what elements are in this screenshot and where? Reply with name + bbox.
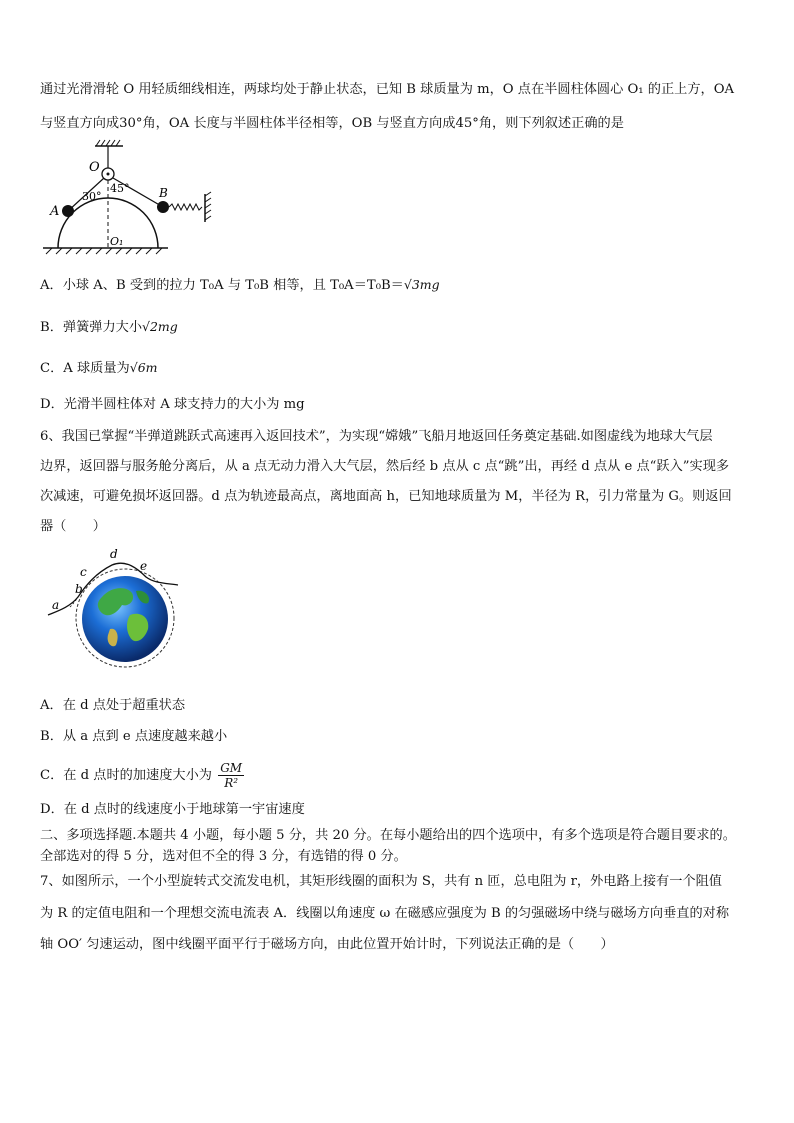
q5-label-o1: O₁ xyxy=(110,235,124,248)
q6-label-a: a xyxy=(52,598,60,612)
q5-option-c: C．A 球质量为√6m xyxy=(40,360,158,376)
q5-option-a: A．小球 A、B 受到的拉力 T₀A 与 T₀B 相等，且 T₀A＝T₀B＝√3mg xyxy=(40,277,440,293)
q5-angle-45: 45° xyxy=(110,182,130,195)
q6-text-line-1: 6、我国已掌握“半弹道跳跃式高速再入返回技术”，为实现“嫦娥”飞船月地返回任务奠定基础.如图虚线为地球大气层 xyxy=(40,429,713,444)
q6-option-b: B．从 a 点到 e 点速度越来越小 xyxy=(40,729,228,744)
q6-option-c-fraction: $\frac{GM}{\text{R²}}$ xyxy=(220,761,243,790)
q7-text-line-3: 轴 OO′ 匀速运动，图中线圈平面平行于磁场方向，由此位置开始计时，下列说法正确的是（ ） xyxy=(40,937,614,952)
section2-line-1: 二、多项选择题.本题共 4 小题，每小题 5 分，共 20 分。在每小题给出的四个选项中，有多个选项是符合题目要求的。 xyxy=(40,828,736,843)
q7-text-line-1: 7、如图所示，一个小型旋转式交流发电机，其矩形线圈的面积为 S，共有 n 匝，总电阻为 r，外电路上接有一个阻值 xyxy=(40,874,722,889)
q6-label-b: b xyxy=(75,582,83,596)
q6-earth-figure xyxy=(40,545,185,680)
q5-angle-30: 30° xyxy=(82,190,102,203)
q6-label-e: e xyxy=(140,559,148,573)
q6-text-line-2: 边界，返回器与服务舱分离后，从 a 点无动力滑入大气层，然后经 b 点从 c 点“跳”出，再经 d 点从 e 点“跃入”实现多 xyxy=(40,459,730,474)
q6-text-line-4: 器（ ） xyxy=(40,519,106,534)
q5-label-b: B xyxy=(159,186,168,200)
q5-text-line-1: 通过光滑滑轮 O 用轻质细线相连，两球均处于静止状态，已知 B 球质量为 m，O 点在半圆柱体圆心 O₁ 的正上方，OA xyxy=(40,82,735,97)
q6-option-d: D．在 d 点时的线速度小于地球第一宇宙速度 xyxy=(40,802,305,817)
q6-label-c: c xyxy=(80,565,87,579)
q6-option-c: C．在 d 点时的加速度大小为 $\frac{GM}{\text{R²}}$ xyxy=(40,761,243,790)
q5-option-b: B．弹簧弹力大小√2mg xyxy=(40,319,178,335)
q7-text-line-2: 为 R 的定值电阻和一个理想交流电流表 A．线圈以角速度 ω 在磁感应强度为 B 的匀强磁场中绕与磁场方向垂直的对称 xyxy=(40,906,730,921)
q5-semicylinder-figure xyxy=(38,138,218,260)
q5-label-o: O xyxy=(89,160,100,175)
q6-text-line-3: 次减速，可避免损坏返回器。d 点为轨迹最高点，离地面高 h，已知地球质量为 M，半径为 R，引力常量为 G。则返回 xyxy=(40,489,732,504)
q5-text-line-2: 与竖直方向成30°角，OA 长度与半圆柱体半径相等，OB 与竖直方向成45°角，则下列叙述正确的是 xyxy=(40,116,624,131)
q5-label-a: A xyxy=(50,204,60,219)
section2-line-2: 全部选对的得 5 分，选对但不全的得 3 分，有选错的得 0 分。 xyxy=(40,849,407,864)
q5-option-d: D．光滑半圆柱体对 A 球支持力的大小为 mg xyxy=(40,397,305,412)
q6-option-a: A．在 d 点处于超重状态 xyxy=(40,698,186,713)
q6-label-d: d xyxy=(110,547,118,561)
